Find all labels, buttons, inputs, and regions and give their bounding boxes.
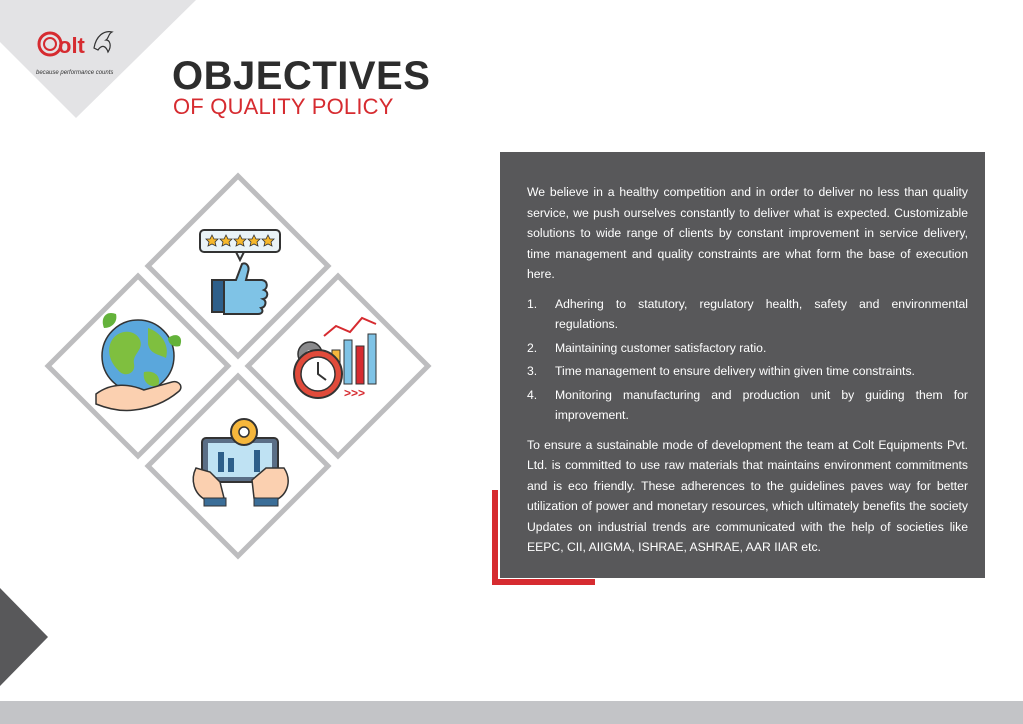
list-item-number: 1.: [527, 296, 538, 311]
list-item-number: 2.: [527, 340, 538, 355]
list-item-text: Time management to ensure delivery within given time constraints.: [555, 364, 915, 378]
list-item-text: Adhering to statutory, regulatory health, safety and environmental regulations.: [555, 296, 968, 331]
list-item-number: 4.: [527, 387, 538, 402]
svg-text:>>>: >>>: [344, 386, 366, 400]
page-title: OBJECTIVES: [172, 54, 431, 98]
list-item-text: Maintaining customer satisfactory ratio.: [555, 340, 767, 355]
list-item: [527, 338, 968, 359]
objectives-list: [527, 294, 968, 426]
page-subtitle: OF QUALITY POLICY: [173, 94, 394, 119]
logo-tagline: because performance counts: [36, 70, 114, 76]
policy-text-panel: [500, 152, 985, 578]
left-edge-triangle: [0, 588, 50, 686]
svg-text:olt: olt: [58, 33, 85, 58]
icon-diamond-cluster: [40, 168, 440, 568]
footer-bar: [0, 701, 1023, 724]
list-item: [527, 385, 968, 426]
closing-paragraph: To ensure a sustainable mode of development the team at Colt Equipments Pvt. Ltd. is committed to use raw materials that maintains environment commitments and is eco friendly. These adherences to the guidelines paves way for better utilization of power and monetary resources, which ultimately benefits the society Updates on industrial trends are communicated with the help of societies like EEPC, CII, AIIGMA, ISHRAE, ASHRAE, AAR IIAR etc.: [527, 437, 968, 554]
list-item-number: 3.: [527, 364, 538, 378]
list-item: [527, 294, 968, 335]
list-item: [527, 361, 968, 382]
list-item-text: Monitoring manufacturing and production unit by guiding them for improvement.: [555, 387, 968, 422]
intro-paragraph: We believe in a healthy competition and in order to deliver no less than quality service, we push ourselves constantly to deliver what is expected. Customizable solutions to wide range of clients by constant improvement in service delivery, time management and quality constraints are what form the base of execution here.: [527, 185, 968, 281]
